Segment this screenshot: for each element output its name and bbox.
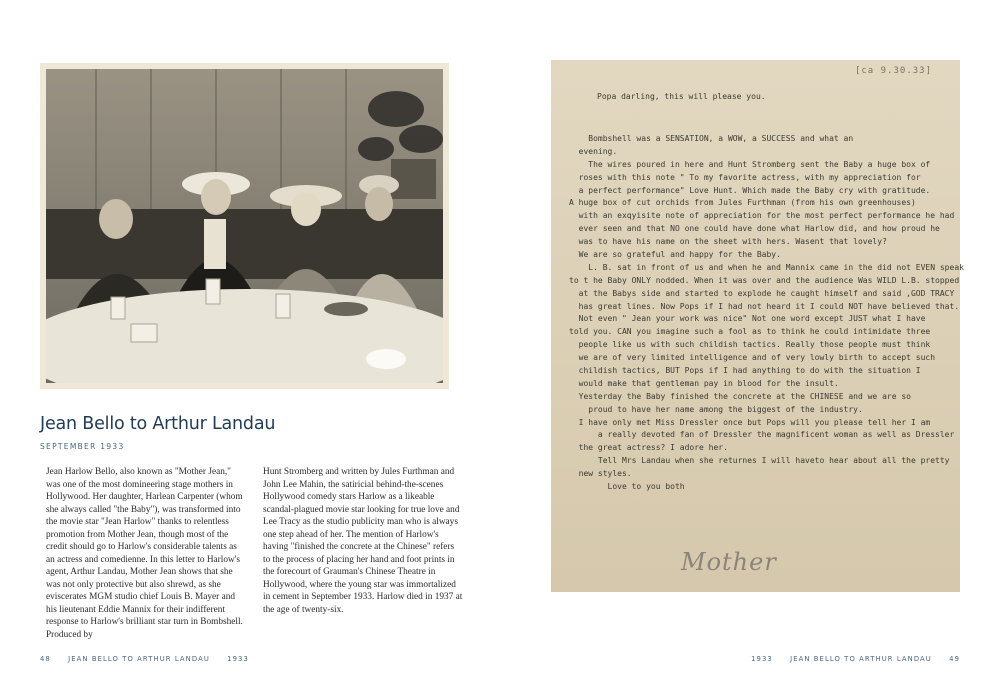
body-text-column-2: Hunt Stromberg and written by Jules Furthman and John Lee Mahin, the satiricial behind-the-scenes Hollywood comedy stars Harlow as a likeable scandal-plagued movie star looking for true love and Lee Tracy as the studio publicity man who is always one step ahead of her. The mention of Harlow's having "finished the concrete at the Chinese" refers to the process of placing her hand and foot prints in the forecourt of Grauman's Chinese Theatre in Hollywood, where the young star was immortalized in cement in September 1933. Harlow died in 1937 at the age of twenty-six. <box>263 467 463 615</box>
letter-line: would make that gentleman pay in blood for the insult. <box>569 378 839 388</box>
right-page-number: 49 <box>949 655 960 663</box>
letter-line: a perfect performance" Love Hunt. Which made the Baby cry with gratitude. <box>569 185 931 195</box>
article-date: SEPTEMBER 1933 <box>40 442 125 451</box>
left-footer-year: 1933 <box>227 655 249 663</box>
letter-line: we are of very limited intelligence and of very lowly birth to accept such <box>569 353 936 363</box>
letter-line: I have only met Miss Dressler once but Pops will you please tell her I am <box>569 417 931 427</box>
body-text-column-1: Jean Harlow Bello, also known as "Mother Jean," was one of the most domineering stage mothers in Hollywood. Her daughter, Harlean Carpenter (whom she always called "the Baby"), was transformed into the movie star "Jean Harlow" thanks to relentless promotion from Mother Jean, though most of the credit should go to Harlow's considerable talents as an actress and comedienne. In this letter to Harlow's agent, Arthur Landau, Mother Jean shows that she was not only protective but also shrewd, as she eviscerates MGM studio chief Louis B. Mayer and his lieutenant Eddie Mannix for their indifferent response to Harlow's brilliant star turn in Bombshell. Produced by <box>46 467 243 640</box>
letter-line: Yesterday the Baby finished the concrete at the CHINESE and we are so <box>569 391 911 401</box>
letter-line: with an exqyisite note of appreciation for the most perfect performance he had <box>569 211 955 221</box>
letter-line: at the Babys side and started to explode he caught himself and said ,GOD TRACY <box>569 288 955 298</box>
letter-line: to t he Baby ONLY nodded. When it was over and the audience Was WILD L.B. stopped <box>569 275 960 285</box>
archive-date-note: [ca 9.30.33] <box>854 66 932 76</box>
letter-line: Tell Mrs Landau when she returnes I will haveto hear about all the pretty <box>569 456 950 466</box>
letter-line: The wires poured in here and Hunt Stromberg sent the Baby a huge box of <box>569 159 931 169</box>
letter-salutation: Popa darling, this will please you. <box>597 92 766 101</box>
historical-photograph <box>40 63 449 389</box>
right-page-footer <box>737 655 960 663</box>
letter-line: the great actress? I adore her. <box>569 443 728 453</box>
letter-line: Love to you both <box>569 482 685 492</box>
letter-line: A huge box of cut orchids from Jules Furthman (from his own greenhouses) <box>569 198 916 208</box>
letter-line: people like us with such childish tactics. Really those people must think <box>569 340 931 350</box>
letter-line: childish tactics, BUT Pops if I had anything to do with the situation I <box>569 366 921 376</box>
letter-line: We are so grateful and happy for the Baby. <box>569 250 781 260</box>
letter-line: evening. <box>569 146 618 156</box>
handwritten-signature: Mother <box>681 548 777 576</box>
letter-line: roses with this note " To my favorite actress, with my appreciation for <box>569 172 921 182</box>
letter-body <box>569 133 964 494</box>
letter-line: Bombshell was a SENSATION, a WOW, a SUCCESS and what an <box>569 134 854 143</box>
letter-line: a really devoted fan of Dressler the magnificent woman as well as Dressler <box>569 430 955 440</box>
letter-line: told you. CAN you imagine such a fool as to think he could intimidate three <box>569 327 931 337</box>
left-page-number: 48 <box>40 655 51 663</box>
letter-line: has great lines. Now Pops if I had not heard it I could NOT have believed that. <box>569 301 960 311</box>
letter-line: proud to have her name among the biggest of the industry. <box>569 404 863 414</box>
photo-illustration <box>46 69 443 383</box>
article-title: Jean Bello to Arthur Landau <box>40 414 276 434</box>
right-running-title: JEAN BELLO TO ARTHUR LANDAU <box>790 655 932 663</box>
letter-line: was to have his name on the sheet with hers. Wasent that lovely? <box>569 237 887 247</box>
left-page-footer <box>40 655 263 663</box>
left-running-title: JEAN BELLO TO ARTHUR LANDAU <box>68 655 210 663</box>
letter-line: Not even " Jean your work was nice" Not one word except JUST what I have <box>569 314 926 324</box>
letter-line: L. B. sat in front of us and when he and Mannix came in the did not EVEN speak <box>569 262 964 272</box>
letter-line: new styles. <box>569 469 632 479</box>
right-footer-year: 1933 <box>751 655 773 663</box>
typed-letter <box>551 60 964 592</box>
letter-line: ever seen and that NO one could have done what Harlow did, and how proud he <box>569 224 940 234</box>
